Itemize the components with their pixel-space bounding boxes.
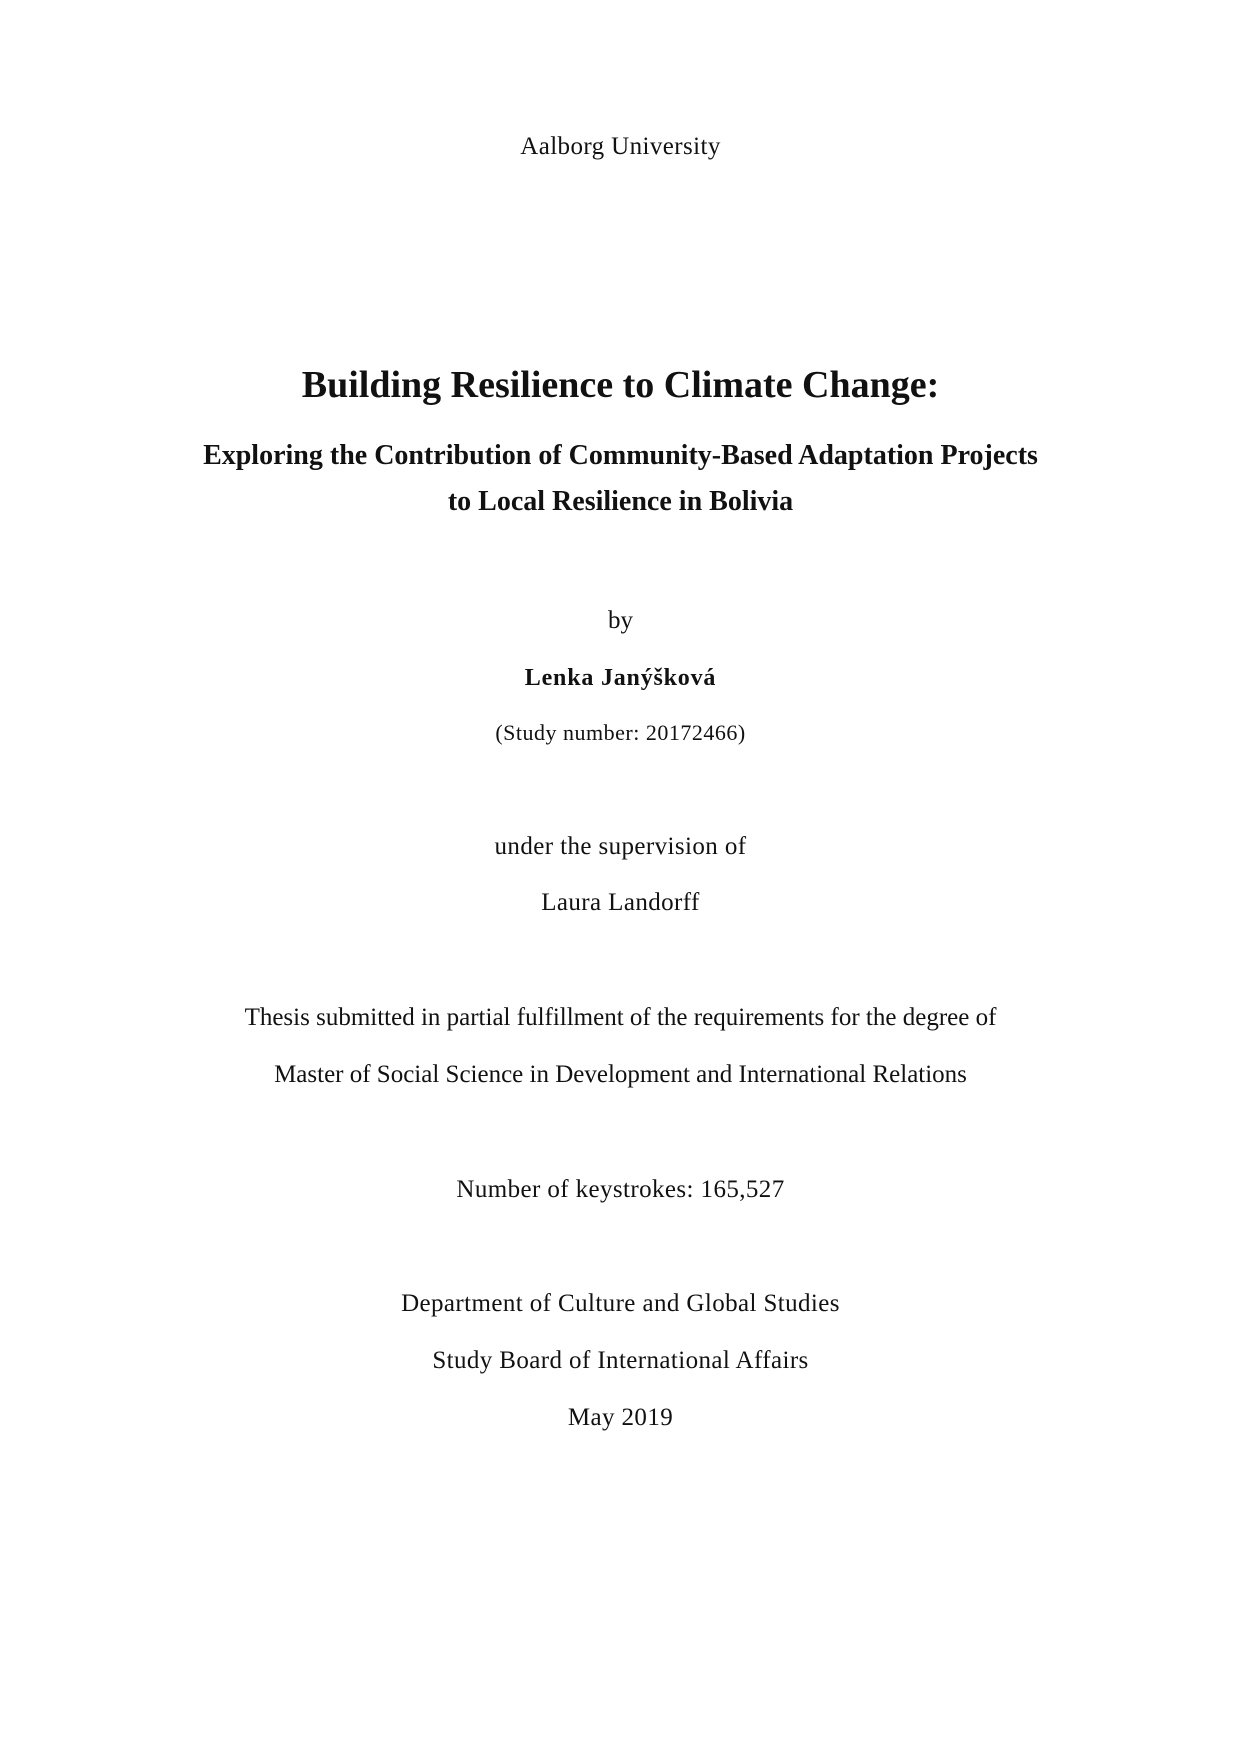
department-name: Department of Culture and Global Studies <box>401 1290 840 1317</box>
keystrokes-count: Number of keystrokes: 165,527 <box>456 1176 785 1203</box>
thesis-subtitle-line-1: Exploring the Contribution of Community-Based Adaptation Projects <box>203 440 1038 471</box>
supervisor-name: Laura Landorff <box>541 889 700 916</box>
author-name: Lenka Janýšková <box>524 665 717 691</box>
study-number: (Study number: 20172466) <box>495 720 746 745</box>
by-label: by <box>608 607 633 634</box>
thesis-subtitle-line-2: to Local Resilience in Bolivia <box>447 486 794 517</box>
supervision-label: under the supervision of <box>494 833 747 860</box>
submission-date: May 2019 <box>567 1404 674 1431</box>
study-board-name: Study Board of International Affairs <box>432 1347 809 1374</box>
institution-name: Aalborg University <box>520 133 721 160</box>
thesis-title: Building Resilience to Climate Change: <box>301 364 940 406</box>
thesis-statement: Thesis submitted in partial fulfillment of the requirements for the degree of <box>244 1004 997 1031</box>
degree-name: Master of Social Science in Development and International Relations <box>274 1061 967 1088</box>
